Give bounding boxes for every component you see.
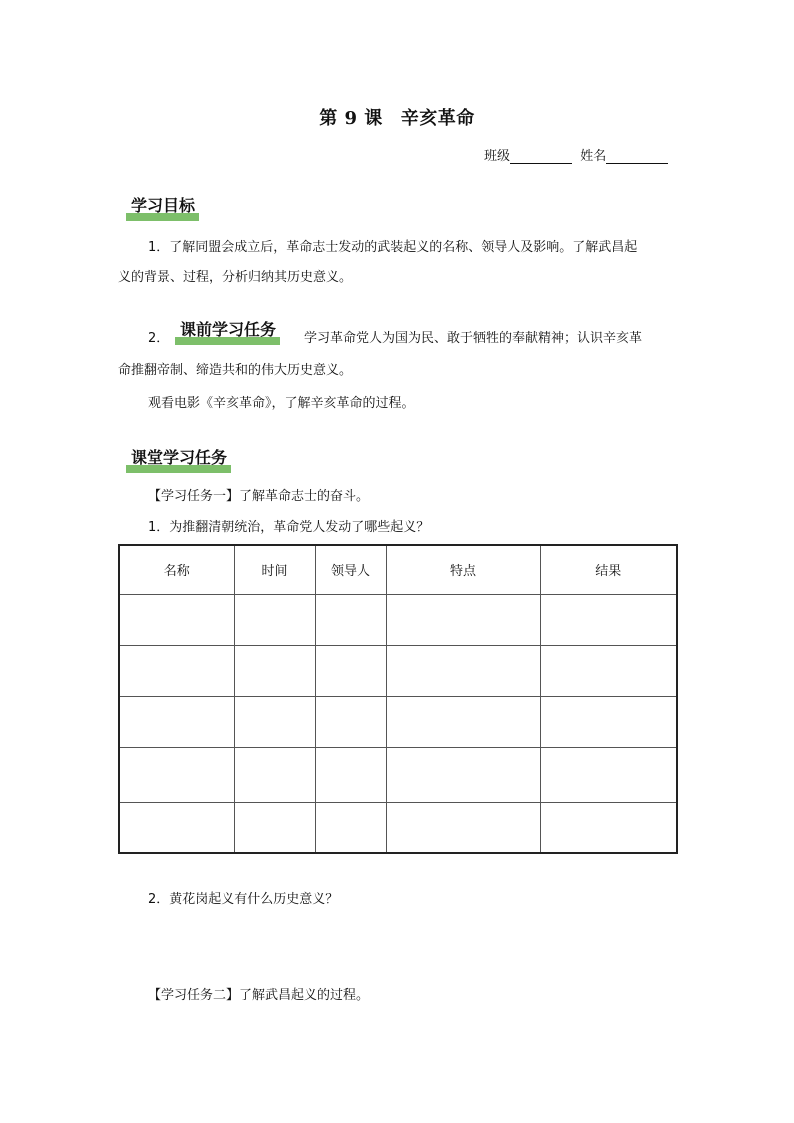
- question-2: 2．黄花岗起义有什么历史意义？: [148, 892, 339, 907]
- table-cell[interactable]: [234, 802, 315, 853]
- inclass-heading: 课堂学习任务: [131, 445, 227, 471]
- task-1-heading: 【学习任务一】了解革命志士的奋斗。: [148, 489, 370, 504]
- name-label: 姓名: [580, 149, 607, 164]
- table-cell[interactable]: [234, 594, 315, 645]
- table-header-row: [119, 545, 677, 594]
- task-2-heading: 【学习任务二】了解武昌起义的过程。: [148, 988, 370, 1003]
- table-cell[interactable]: [540, 594, 677, 645]
- question-1: 1．为推翻清朝统治，革命党人发动了哪些起义？: [148, 520, 430, 535]
- header-leader: 领导人: [315, 545, 386, 594]
- preclass-heading: 课前学习任务: [180, 317, 276, 343]
- table-cell[interactable]: [234, 696, 315, 747]
- table-cell[interactable]: [315, 747, 386, 802]
- header-features: 特点: [386, 545, 540, 594]
- table-cell[interactable]: [119, 594, 234, 645]
- table-cell[interactable]: [119, 747, 234, 802]
- table-cell[interactable]: [540, 802, 677, 853]
- table-cell[interactable]: [386, 747, 540, 802]
- objective-2-line-1: 学习革命党人为国为民、敢于牺牲的奉献精神；认识辛亥革: [304, 331, 643, 346]
- table-cell[interactable]: [119, 645, 234, 696]
- table-cell[interactable]: [386, 645, 540, 696]
- table-row: [119, 802, 677, 853]
- table-row: [119, 747, 677, 802]
- table-row: [119, 696, 677, 747]
- table-cell[interactable]: [540, 645, 677, 696]
- table-cell[interactable]: [386, 594, 540, 645]
- class-label: 班级: [484, 149, 511, 164]
- objective-2-number: 2．: [148, 331, 170, 346]
- objective-1-line-2: 义的背景、过程，分析归纳其历史意义。: [118, 270, 353, 285]
- table-cell[interactable]: [315, 594, 386, 645]
- class-blank[interactable]: [510, 149, 572, 164]
- table-cell[interactable]: [234, 645, 315, 696]
- name-blank[interactable]: [606, 149, 668, 164]
- objective-1-line-1: 1．了解同盟会成立后，革命志士发动的武装起义的名称、领导人及影响。了解武昌起: [148, 240, 638, 255]
- table-cell[interactable]: [386, 696, 540, 747]
- table-row: [119, 594, 677, 645]
- table-cell[interactable]: [315, 645, 386, 696]
- objective-2-line-2: 命推翻帝制、缔造共和的伟大历史意义。: [118, 363, 353, 378]
- page-title: [0, 104, 794, 130]
- table-cell[interactable]: [386, 802, 540, 853]
- header-time: 时间: [234, 545, 315, 594]
- class-name-line: [484, 145, 668, 164]
- header-result: 结果: [540, 545, 677, 594]
- table-cell[interactable]: [315, 802, 386, 853]
- table-cell[interactable]: [119, 696, 234, 747]
- table-cell[interactable]: [234, 747, 315, 802]
- header-name: 名称: [119, 545, 234, 594]
- table-cell[interactable]: [315, 696, 386, 747]
- preclass-text: 观看电影《辛亥革命》，了解辛亥革命的过程。: [148, 396, 415, 411]
- lesson-name: 辛亥革命: [400, 108, 475, 129]
- uprisings-table: [118, 544, 678, 854]
- table-row: [119, 645, 677, 696]
- table-cell[interactable]: [119, 802, 234, 853]
- objectives-heading: 学习目标: [131, 193, 195, 219]
- lesson-number: 第 9 课: [319, 108, 383, 129]
- table-cell[interactable]: [540, 696, 677, 747]
- table-cell[interactable]: [540, 747, 677, 802]
